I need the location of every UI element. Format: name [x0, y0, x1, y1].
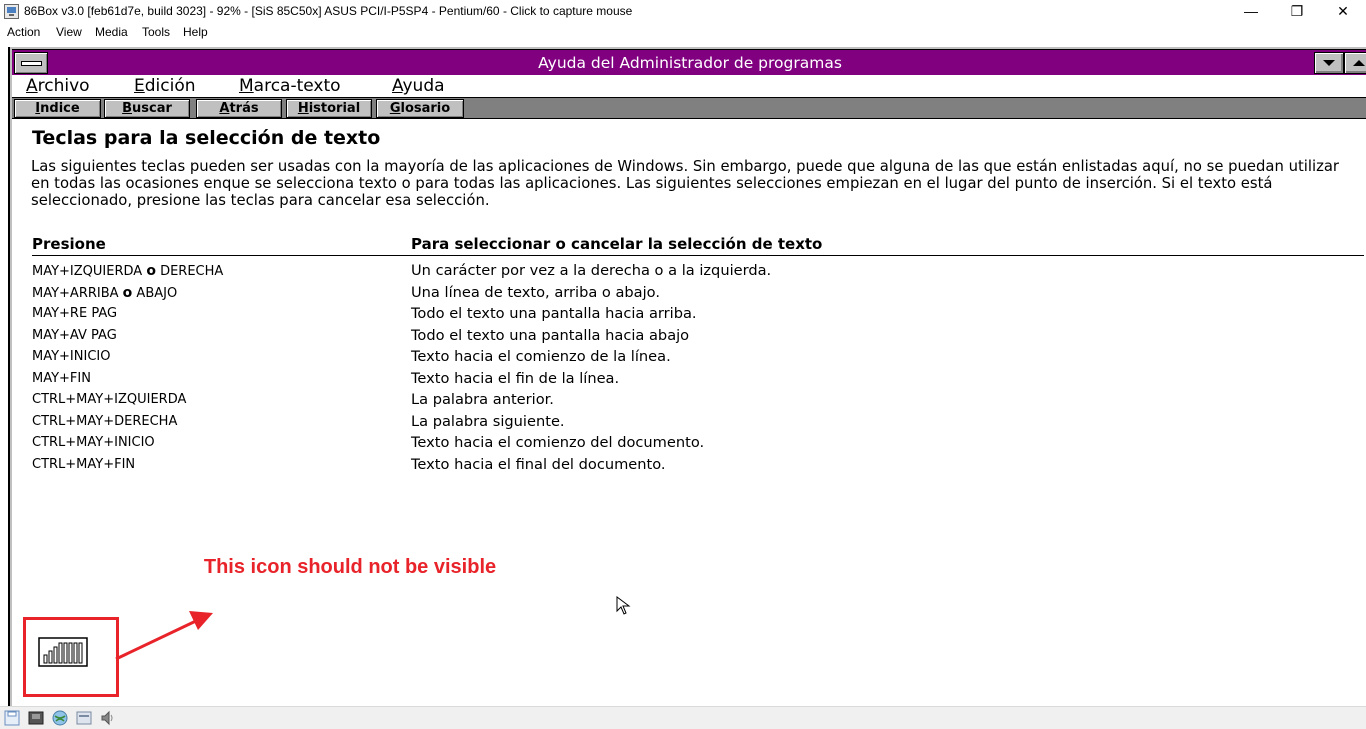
- menu-marca-texto[interactable]: Marca-texto: [239, 76, 341, 96]
- key-description: Todo el texto una pantalla hacia arriba.: [411, 305, 697, 322]
- menu-ayuda[interactable]: Ayuda: [392, 76, 445, 96]
- minimize-arrow-icon: [1323, 60, 1335, 66]
- key-combo: MAY+IZQUIERDA o DERECHA: [32, 263, 224, 279]
- key-combo: MAY+FIN: [32, 371, 91, 386]
- floppy-icon[interactable]: [4, 710, 20, 726]
- menu-edicion[interactable]: Edición: [134, 76, 196, 96]
- column-header-press: Presione: [32, 235, 106, 253]
- key-description: Todo el texto una pantalla hacia abajo: [411, 327, 690, 344]
- menu-tools[interactable]: Tools: [142, 25, 171, 39]
- historial-button[interactable]: Historial: [286, 99, 372, 118]
- key-combo: CTRL+MAY+DERECHA: [32, 414, 178, 429]
- glosario-button[interactable]: Glosario: [376, 99, 464, 118]
- buscar-button[interactable]: Buscar: [104, 99, 190, 118]
- key-description: La palabra anterior.: [411, 391, 554, 408]
- help-minimize-button[interactable]: [1314, 52, 1344, 74]
- network-icon[interactable]: [52, 710, 68, 726]
- host-title-bar[interactable]: [0, 0, 1366, 23]
- hard-disk-icon[interactable]: [28, 710, 44, 726]
- 86box-app-icon: [4, 4, 19, 19]
- menu-help[interactable]: Help: [183, 25, 208, 39]
- mouse-cursor-icon: [616, 596, 634, 616]
- key-combo: CTRL+MAY+INICIO: [32, 435, 155, 450]
- indice-button[interactable]: Indice: [14, 99, 101, 118]
- key-description: Un carácter por vez a la derecha o a la izquierda.: [411, 262, 772, 279]
- restore-button[interactable]: ❐: [1290, 3, 1304, 19]
- key-description: Texto hacia el comienzo de la línea.: [411, 348, 671, 365]
- help-maximize-button[interactable]: [1344, 52, 1366, 74]
- maximize-arrow-icon: [1353, 60, 1365, 66]
- host-status-bar: [0, 706, 1366, 729]
- key-description: La palabra siguiente.: [411, 413, 565, 430]
- key-combo: MAY+RE PAG: [32, 306, 118, 321]
- key-combo: CTRL+MAY+FIN: [32, 457, 136, 472]
- menu-media[interactable]: Media: [95, 25, 128, 39]
- menu-archivo[interactable]: Archivo: [26, 76, 90, 96]
- page-title: Teclas para la selección de texto: [32, 127, 381, 149]
- emulated-screen[interactable]: [0, 42, 1366, 706]
- key-combo: CTRL+MAY+IZQUIERDA: [32, 392, 187, 407]
- menu-action[interactable]: Action: [7, 25, 41, 39]
- close-button[interactable]: ✕: [1337, 3, 1349, 19]
- key-combo: MAY+AV PAG: [32, 328, 117, 343]
- annotation-arrow-icon: [0, 42, 260, 702]
- host-window-title: 86Box v3.0 [feb61d7e, build 3023] - 92% - [SiS 85C50x] ASUS PCI/I-P5SP4 - Pentium/60 - Click to capture mouse: [24, 4, 633, 18]
- key-combo: MAY+INICIO: [32, 349, 111, 364]
- key-description: Texto hacia el fin de la línea.: [411, 370, 620, 387]
- key-description: Texto hacia el final del documento.: [411, 456, 666, 473]
- key-description: Texto hacia el comienzo del documento.: [411, 434, 705, 451]
- atras-button[interactable]: Atrás: [196, 99, 282, 118]
- cdrom-icon[interactable]: [76, 710, 92, 726]
- column-header-select: Para seleccionar o cancelar la selección de texto: [411, 235, 823, 253]
- menu-view[interactable]: View: [56, 25, 82, 39]
- minimize-button[interactable]: —: [1244, 3, 1258, 19]
- host-menu-bar: [0, 23, 1366, 42]
- sound-icon[interactable]: [100, 710, 116, 726]
- key-description: Una línea de texto, arriba o abajo.: [411, 284, 660, 301]
- key-combo: MAY+ARRIBA o ABAJO: [32, 285, 178, 301]
- annotation-note: This icon should not be visible: [203, 556, 497, 578]
- help-window-title: Ayuda del Administrador de programas: [538, 54, 842, 72]
- intro-paragraph: Las siguientes teclas pueden ser usadas con la mayoría de las aplicaciones de Windows. Sin embargo, puede que alguna de las que están enlistadas aquí, no se puedan utilizar en todas las ocasiones enque se selecciona texto o para todas las aplicaciones. Las siguientes selecciones empiezan en el lugar del punto de inserción. Si el texto está seleccionado, presione las teclas para cancelar esa selección.: [31, 158, 1339, 209]
